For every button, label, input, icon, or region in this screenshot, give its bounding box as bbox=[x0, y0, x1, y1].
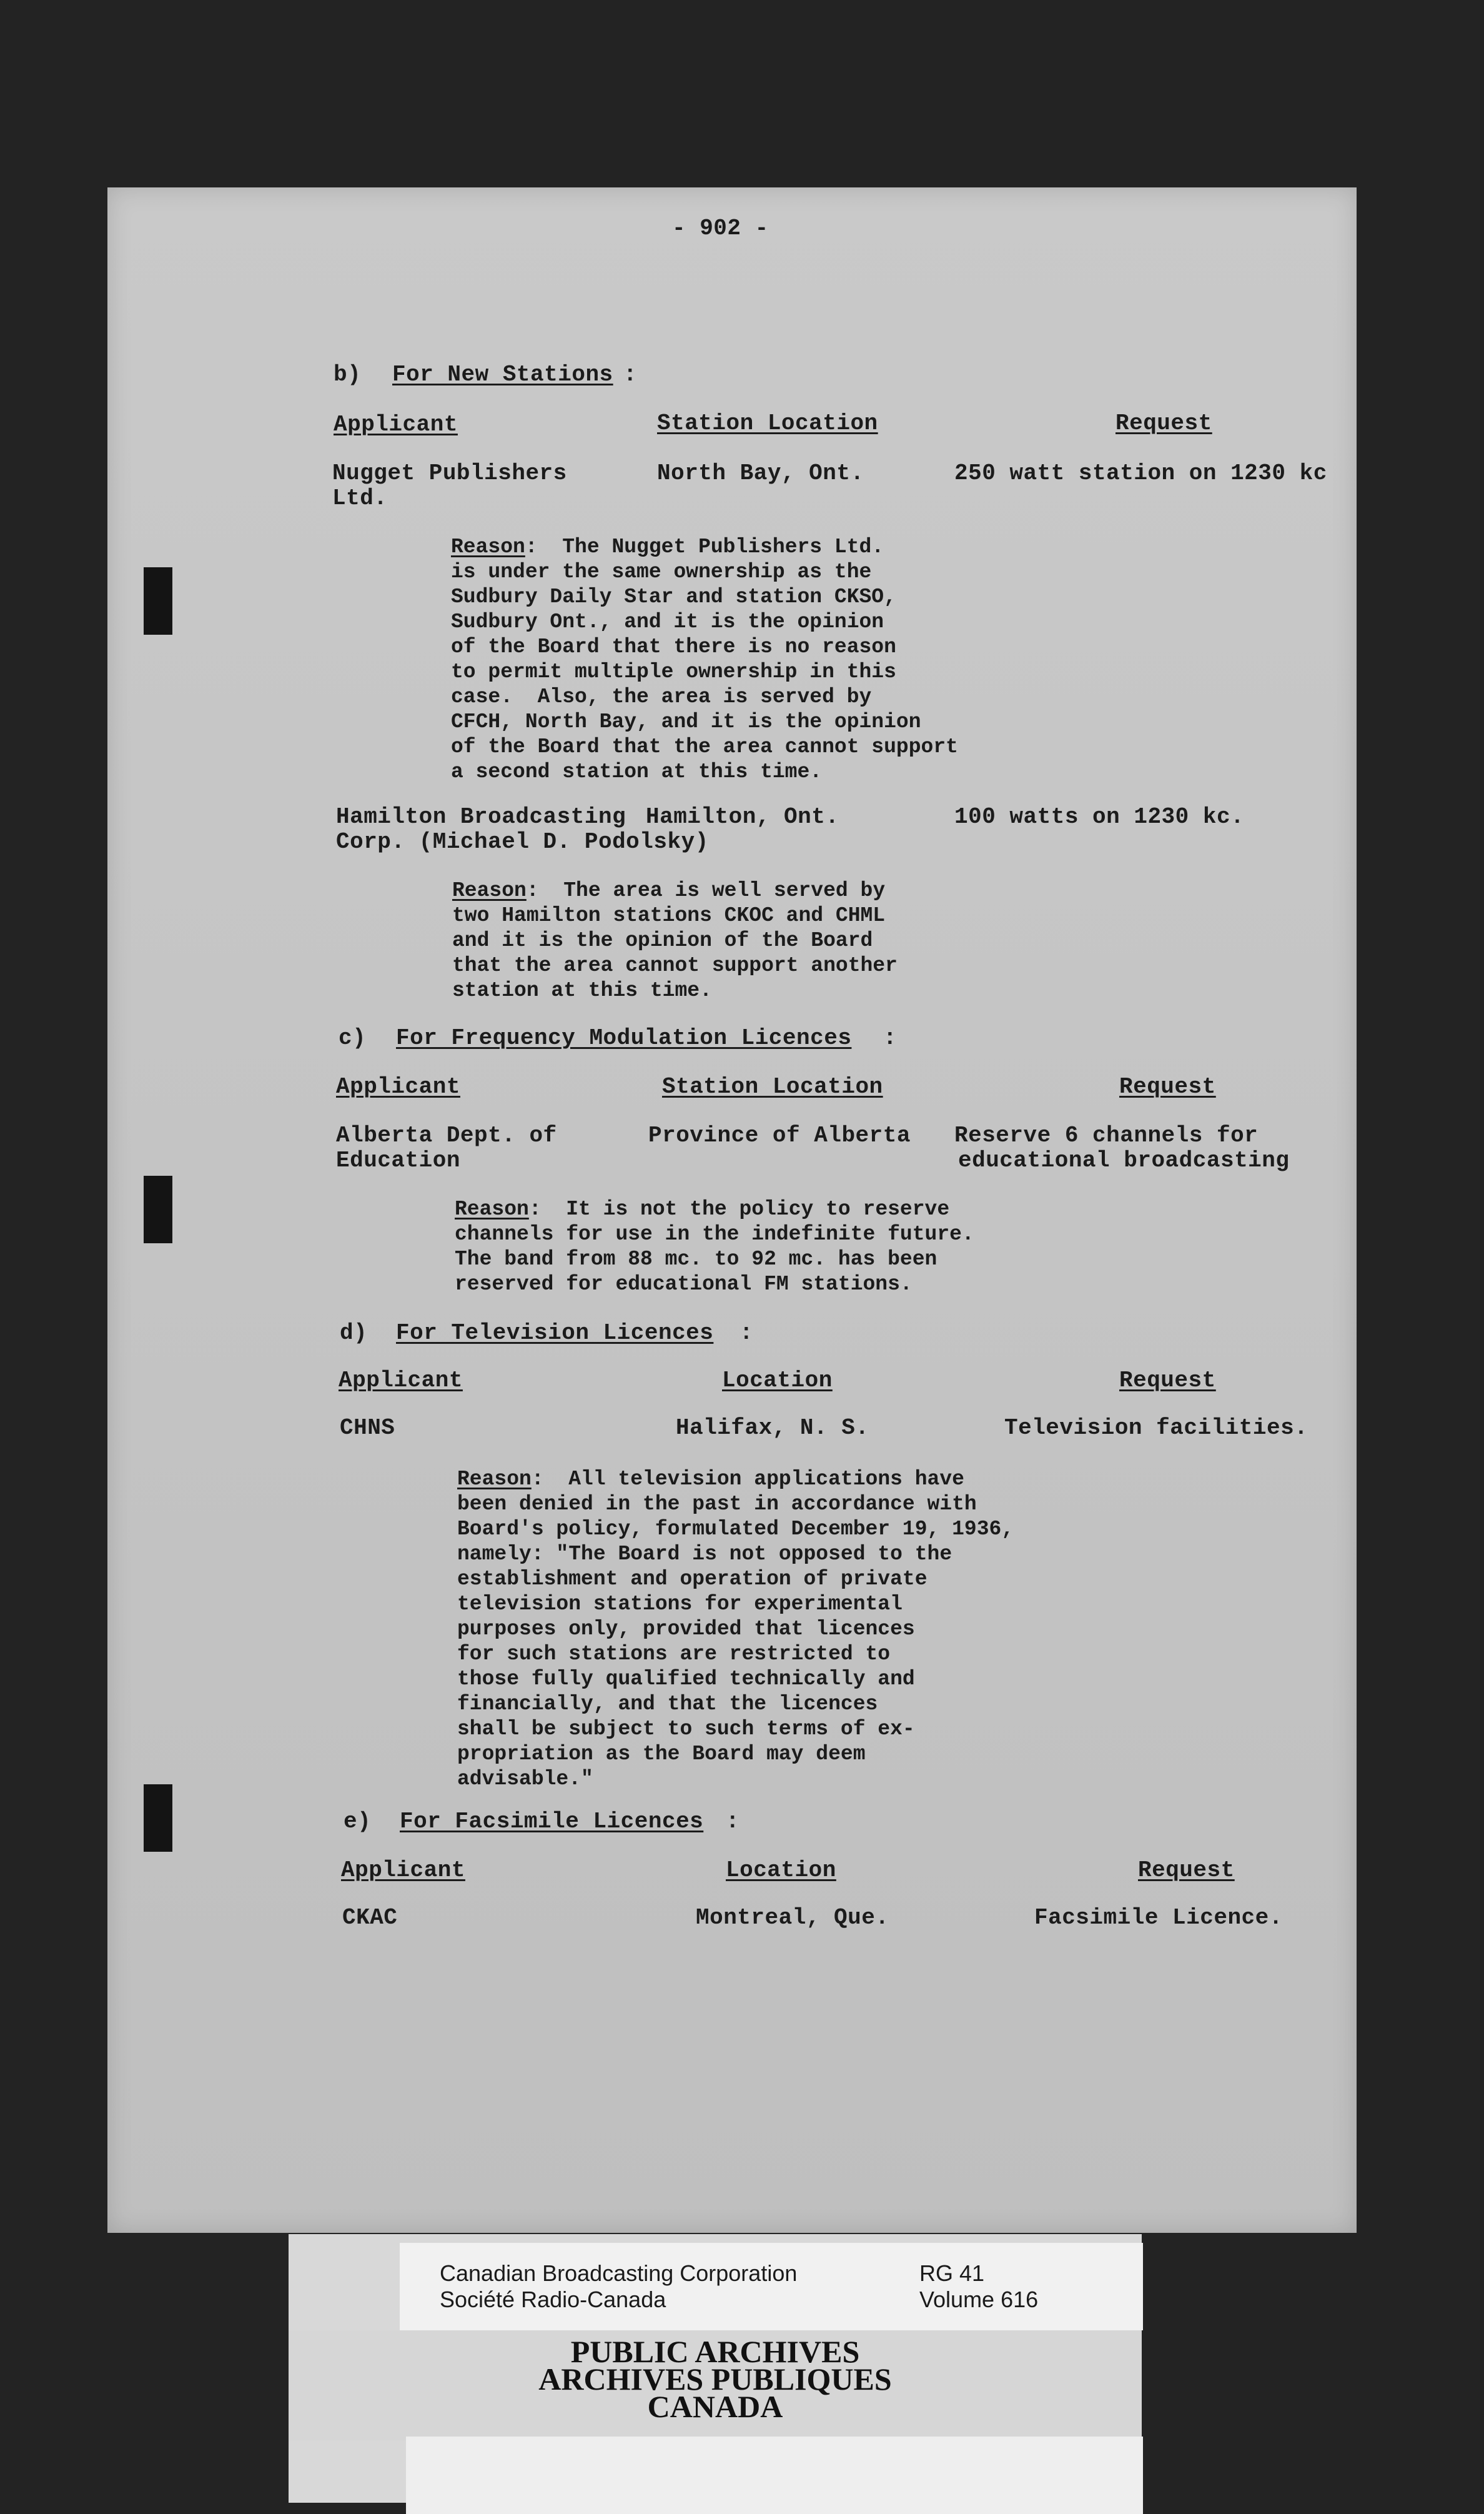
chns-request: Television facilities. bbox=[1004, 1415, 1308, 1441]
section-c-label: c) bbox=[339, 1025, 367, 1051]
chns-reason-line: shall be subject to such terms of ex- bbox=[457, 1717, 915, 1741]
chns-reason-line: : All television applications have bbox=[531, 1468, 964, 1491]
section-e-label: e) bbox=[344, 1809, 372, 1834]
nugget-reason-line: Sudbury Daily Star and station CKSO, bbox=[451, 585, 896, 609]
archive-label-bottom bbox=[406, 2437, 1143, 2514]
archives-stamp-line-1: PUBLIC ARCHIVES bbox=[570, 2334, 860, 2369]
nugget-reason-label: Reason bbox=[451, 535, 525, 559]
archives-stamp-line-3: CANADA bbox=[647, 2389, 783, 2424]
chns-reason-line: for such stations are restricted to bbox=[457, 1642, 891, 1666]
nugget-reason-line: is under the same ownership as the bbox=[451, 560, 872, 584]
hamilton-reason-line: two Hamilton stations CKOC and CHML bbox=[452, 904, 886, 927]
chns-reason-line: propriation as the Board may deem bbox=[457, 1742, 866, 1766]
hamilton-applicant-1: Hamilton Broadcasting bbox=[336, 804, 626, 830]
nugget-applicant-2: Ltd. bbox=[332, 485, 388, 511]
chns-reason-line: those fully qualified technically and bbox=[457, 1667, 915, 1691]
alberta-request-2: educational broadcasting bbox=[958, 1148, 1290, 1173]
c-header-request: Request bbox=[1119, 1074, 1216, 1100]
nugget-request: 250 watt station on 1230 kc bbox=[954, 460, 1327, 486]
section-d-title: For Television Licences bbox=[396, 1320, 714, 1346]
chns-reason-line: financially, and that the licences bbox=[457, 1692, 878, 1716]
document-page bbox=[107, 187, 1357, 2233]
alberta-reason-label: Reason bbox=[455, 1198, 529, 1221]
chns-reason-line: television stations for experimental bbox=[457, 1592, 903, 1616]
c-header-applicant: Applicant bbox=[336, 1074, 460, 1100]
section-b-colon: : bbox=[623, 362, 638, 387]
hamilton-applicant-2: Corp. (Michael D. Podolsky) bbox=[336, 829, 709, 855]
hamilton-reason-line: that the area cannot support another bbox=[452, 954, 898, 977]
section-b-label: b) bbox=[334, 362, 362, 387]
alberta-reason-line: channels for use in the indefinite future. bbox=[455, 1223, 974, 1246]
chns-reason-line: purposes only, provided that licences bbox=[457, 1617, 915, 1641]
archives-stamp-line-2: ARCHIVES PUBLIQUES bbox=[538, 2362, 892, 2397]
section-d-colon: : bbox=[740, 1320, 754, 1346]
hamilton-reason-line: and it is the opinion of the Board bbox=[452, 929, 873, 952]
chns-reason-line: been denied in the past in accordance with bbox=[457, 1493, 977, 1516]
d-header-applicant: Applicant bbox=[339, 1368, 463, 1393]
e-header-request: Request bbox=[1138, 1857, 1235, 1883]
nugget-location: North Bay, Ont. bbox=[657, 460, 864, 486]
chns-reason-label: Reason bbox=[457, 1468, 532, 1491]
chns-reason bbox=[457, 1467, 1014, 1792]
nugget-reason-line: CFCH, North Bay, and it is the opinion bbox=[451, 710, 921, 733]
nugget-applicant-1: Nugget Publishers bbox=[332, 460, 567, 486]
nugget-reason bbox=[451, 535, 958, 785]
binding-tab-mark bbox=[144, 567, 172, 635]
nugget-reason-line: to permit multiple ownership in this bbox=[451, 660, 896, 683]
binding-tab-mark bbox=[144, 1784, 172, 1852]
alberta-applicant-1: Alberta Dept. of bbox=[336, 1123, 557, 1148]
ckac-applicant: CKAC bbox=[342, 1905, 398, 1930]
nugget-reason-line: of the Board that there is no reason bbox=[451, 635, 896, 658]
b-header-station-location: Station Location bbox=[657, 410, 878, 436]
chns-location: Halifax, N. S. bbox=[676, 1415, 869, 1441]
section-e-colon: : bbox=[726, 1809, 740, 1834]
hamilton-location: Hamilton, Ont. bbox=[646, 804, 839, 830]
ckac-location: Montreal, Que. bbox=[696, 1905, 889, 1930]
chns-reason-line: namely: "The Board is not opposed to the bbox=[457, 1543, 952, 1566]
archives-stamp bbox=[289, 2330, 1142, 2440]
d-header-location: Location bbox=[722, 1368, 833, 1393]
hamilton-request: 100 watts on 1230 kc. bbox=[954, 804, 1245, 830]
chns-reason-line: advisable." bbox=[457, 1767, 593, 1791]
ckac-request: Facsimile Licence. bbox=[1034, 1905, 1283, 1930]
alberta-location: Province of Alberta bbox=[648, 1123, 911, 1148]
b-header-request: Request bbox=[1115, 410, 1212, 436]
b-header-applicant: Applicant bbox=[334, 412, 458, 437]
alberta-reason-line: The band from 88 mc. to 92 mc. has been bbox=[455, 1248, 937, 1271]
section-c-colon: : bbox=[883, 1025, 898, 1051]
alberta-reason-line: : It is not the policy to reserve bbox=[528, 1198, 950, 1221]
alberta-applicant-2: Education bbox=[336, 1148, 460, 1173]
nugget-reason-line: case. Also, the area is served by bbox=[451, 685, 872, 708]
alberta-reason bbox=[455, 1197, 974, 1297]
archive-rg: RG 41 bbox=[919, 2260, 985, 2286]
nugget-reason-line: : The Nugget Publishers Ltd. bbox=[525, 535, 884, 559]
binding-tab-mark bbox=[144, 1176, 172, 1243]
archive-org-fr: Société Radio-Canada bbox=[440, 2287, 666, 2312]
section-d-label: d) bbox=[340, 1320, 368, 1346]
chns-reason-line: Board's policy, formulated December 19, 1936, bbox=[457, 1518, 1014, 1541]
nugget-reason-line: of the Board that the area cannot support bbox=[451, 735, 958, 758]
chns-applicant: CHNS bbox=[340, 1415, 395, 1441]
alberta-request-1: Reserve 6 channels for bbox=[954, 1123, 1259, 1148]
archive-volume: Volume 616 bbox=[919, 2287, 1039, 2312]
d-header-request: Request bbox=[1119, 1368, 1216, 1393]
page-number: - 902 - bbox=[672, 216, 769, 241]
archive-org-en: Canadian Broadcasting Corporation bbox=[440, 2260, 798, 2286]
nugget-reason-line: Sudbury Ont., and it is the opinion bbox=[451, 610, 884, 633]
archive-label-card bbox=[400, 2243, 1143, 2330]
alberta-reason-line: reserved for educational FM stations. bbox=[455, 1273, 913, 1296]
hamilton-reason-line: station at this time. bbox=[452, 979, 712, 1002]
e-header-location: Location bbox=[726, 1857, 836, 1883]
e-header-applicant: Applicant bbox=[341, 1857, 465, 1883]
chns-reason-line: establishment and operation of private bbox=[457, 1568, 928, 1591]
c-header-station-location: Station Location bbox=[662, 1074, 883, 1100]
hamilton-reason-label: Reason bbox=[452, 879, 527, 902]
hamilton-reason-line: : The area is well served by bbox=[526, 879, 886, 902]
section-b-title: For New Stations bbox=[392, 362, 613, 387]
section-e-title: For Facsimile Licences bbox=[400, 1809, 704, 1834]
section-c-title: For Frequency Modulation Licences bbox=[396, 1025, 852, 1051]
hamilton-reason bbox=[452, 878, 898, 1003]
nugget-reason-line: a second station at this time. bbox=[451, 760, 823, 783]
